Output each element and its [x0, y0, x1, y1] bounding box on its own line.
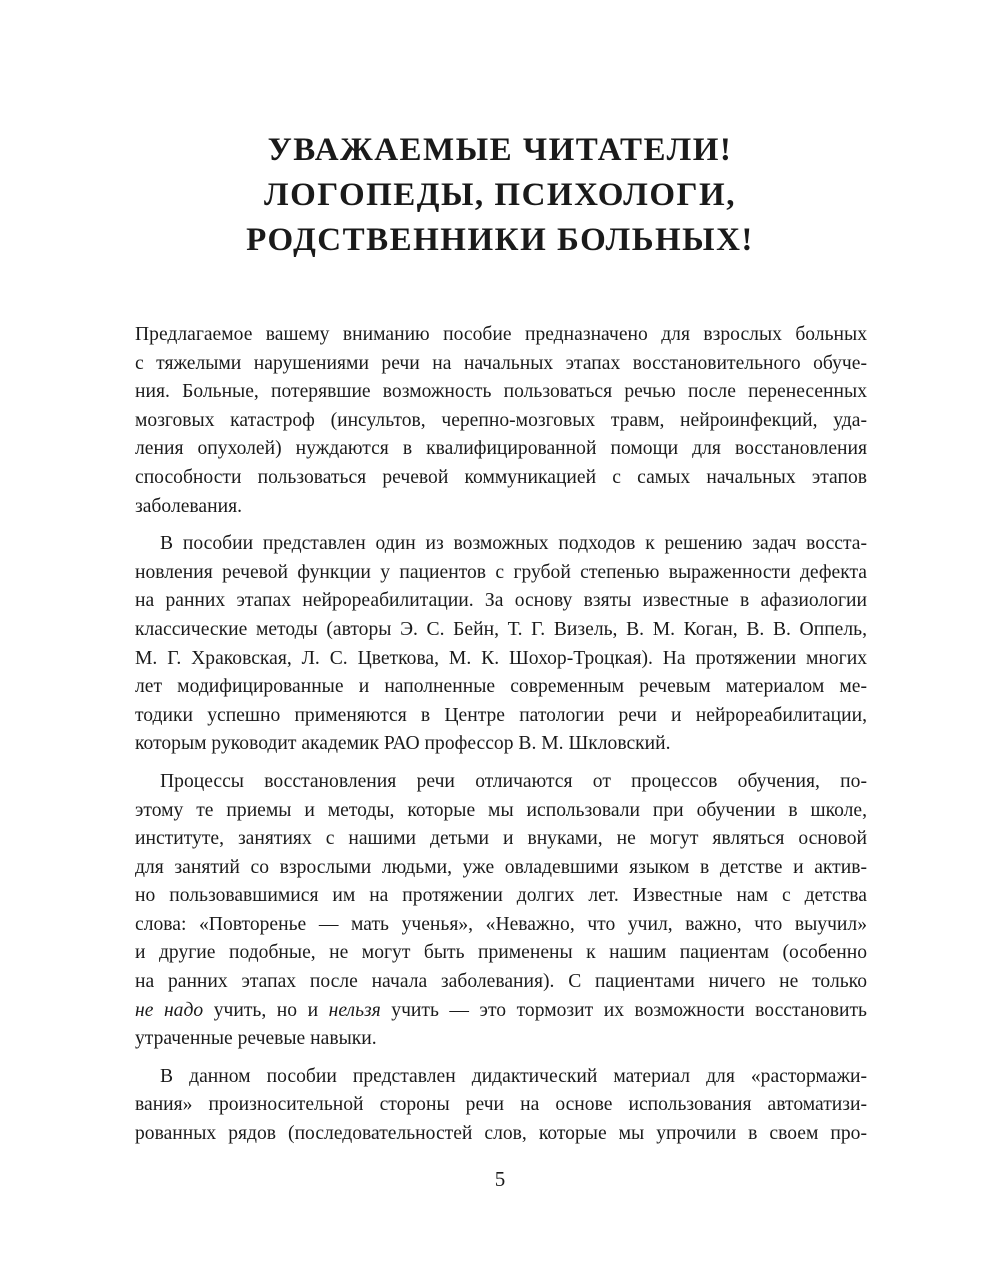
text-line: заболевания.	[135, 495, 242, 517]
text-line: ления опухолей) нуждаются в квалифицированной помощи для восстановления	[135, 438, 867, 460]
paragraph-3	[135, 768, 867, 1054]
heading-line: РОДСТВЕННИКИ БОЛЬНЫХ!	[246, 222, 754, 258]
text-line: лет модифицированные и наполненные современным речевым материалом ме-	[135, 676, 867, 698]
text-line: для занятий со взрослыми людьми, уже овладевшими языком в детстве и актив-	[135, 856, 867, 878]
text-line-with-emphasis	[135, 997, 867, 1026]
text-line: но пользовавшимися им на протяжении долгих лет. Известные нам с детства	[135, 885, 867, 907]
text-fragment: учить — это тормозит их возможности восстановить	[380, 999, 867, 1021]
text-line: ния. Больные, потерявшие возможность пользоваться речью после перенесенных	[135, 381, 867, 403]
text-line: новления речевой функции у пациентов с грубой степенью выраженности дефекта	[135, 561, 867, 583]
text-line: с тяжелыми нарушениями речи на начальных этапах восстановительного обуче-	[135, 352, 867, 374]
text-line: слова: «Повторенье — мать ученья», «Неважно, что учил, важно, что выучил»	[135, 913, 867, 935]
text-line: которым руководит академик РАО профессор В. М. Шкловский.	[135, 733, 671, 755]
emphasis-text: не надо	[135, 999, 204, 1021]
text-line: В пособии представлен один из возможных подходов к решению задач восста-	[160, 533, 867, 555]
text-line: В данном пособии представлен дидактический материал для «растормажи-	[160, 1065, 867, 1087]
paragraph-2	[135, 530, 867, 759]
text-fragment: учить, но и	[203, 999, 329, 1021]
text-line: и другие подобные, не могут быть применены к нашим пациентам (особенно	[135, 942, 867, 964]
text-line: Предлагаемое вашему вниманию пособие предназначено для взрослых больных	[135, 324, 867, 345]
text-line: институте, занятиях с нашими детьми и внуками, не могут являться основой	[135, 828, 867, 850]
heading-line: УВАЖАЕМЫЕ ЧИТАТЕЛИ!	[267, 132, 733, 168]
text-line: этому те приемы и методы, которые мы использовали при обучении в школе,	[135, 799, 867, 821]
text-line: способности пользоваться речевой коммуникацией с самых начальных этапов	[135, 466, 867, 488]
page-number: 5	[494, 1167, 506, 1191]
text-line: вания» произносительной стороны речи на основе использования автоматизи-	[135, 1094, 867, 1116]
body-text	[135, 321, 867, 1158]
page-heading	[0, 128, 1000, 263]
text-line: Процессы восстановления речи отличаются от процессов обучения, по-	[160, 770, 867, 792]
text-line: рованных рядов (последовательностей слов, которые мы упрочили в своем про-	[135, 1123, 867, 1145]
heading-line: ЛОГОПЕДЫ, ПСИХОЛОГИ,	[264, 177, 736, 213]
emphasis-text: нельзя	[328, 999, 381, 1021]
paragraph-1	[135, 321, 867, 521]
text-line: тодики успешно применяются в Центре патологии речи и нейрореабилитации,	[135, 704, 867, 726]
paragraph-4	[135, 1063, 867, 1149]
text-line: на ранних этапах после начала заболевания). С пациентами ничего не только	[135, 971, 867, 993]
text-line: утраченные речевые навыки.	[135, 1028, 377, 1050]
text-line: классические методы (авторы Э. С. Бейн, Т. Г. Визель, В. М. Коган, В. В. Оппель,	[135, 618, 867, 640]
text-line: на ранних этапах нейрореабилитации. За основу взяты известные в афазиологии	[135, 590, 867, 612]
text-line: мозговых катастроф (инсультов, черепно-мозговых травм, нейроинфекций, уда-	[135, 409, 867, 431]
text-line: М. Г. Храковская, Л. С. Цветкова, М. К. Шохор-Троцкая). На протяжении многих	[135, 647, 867, 669]
